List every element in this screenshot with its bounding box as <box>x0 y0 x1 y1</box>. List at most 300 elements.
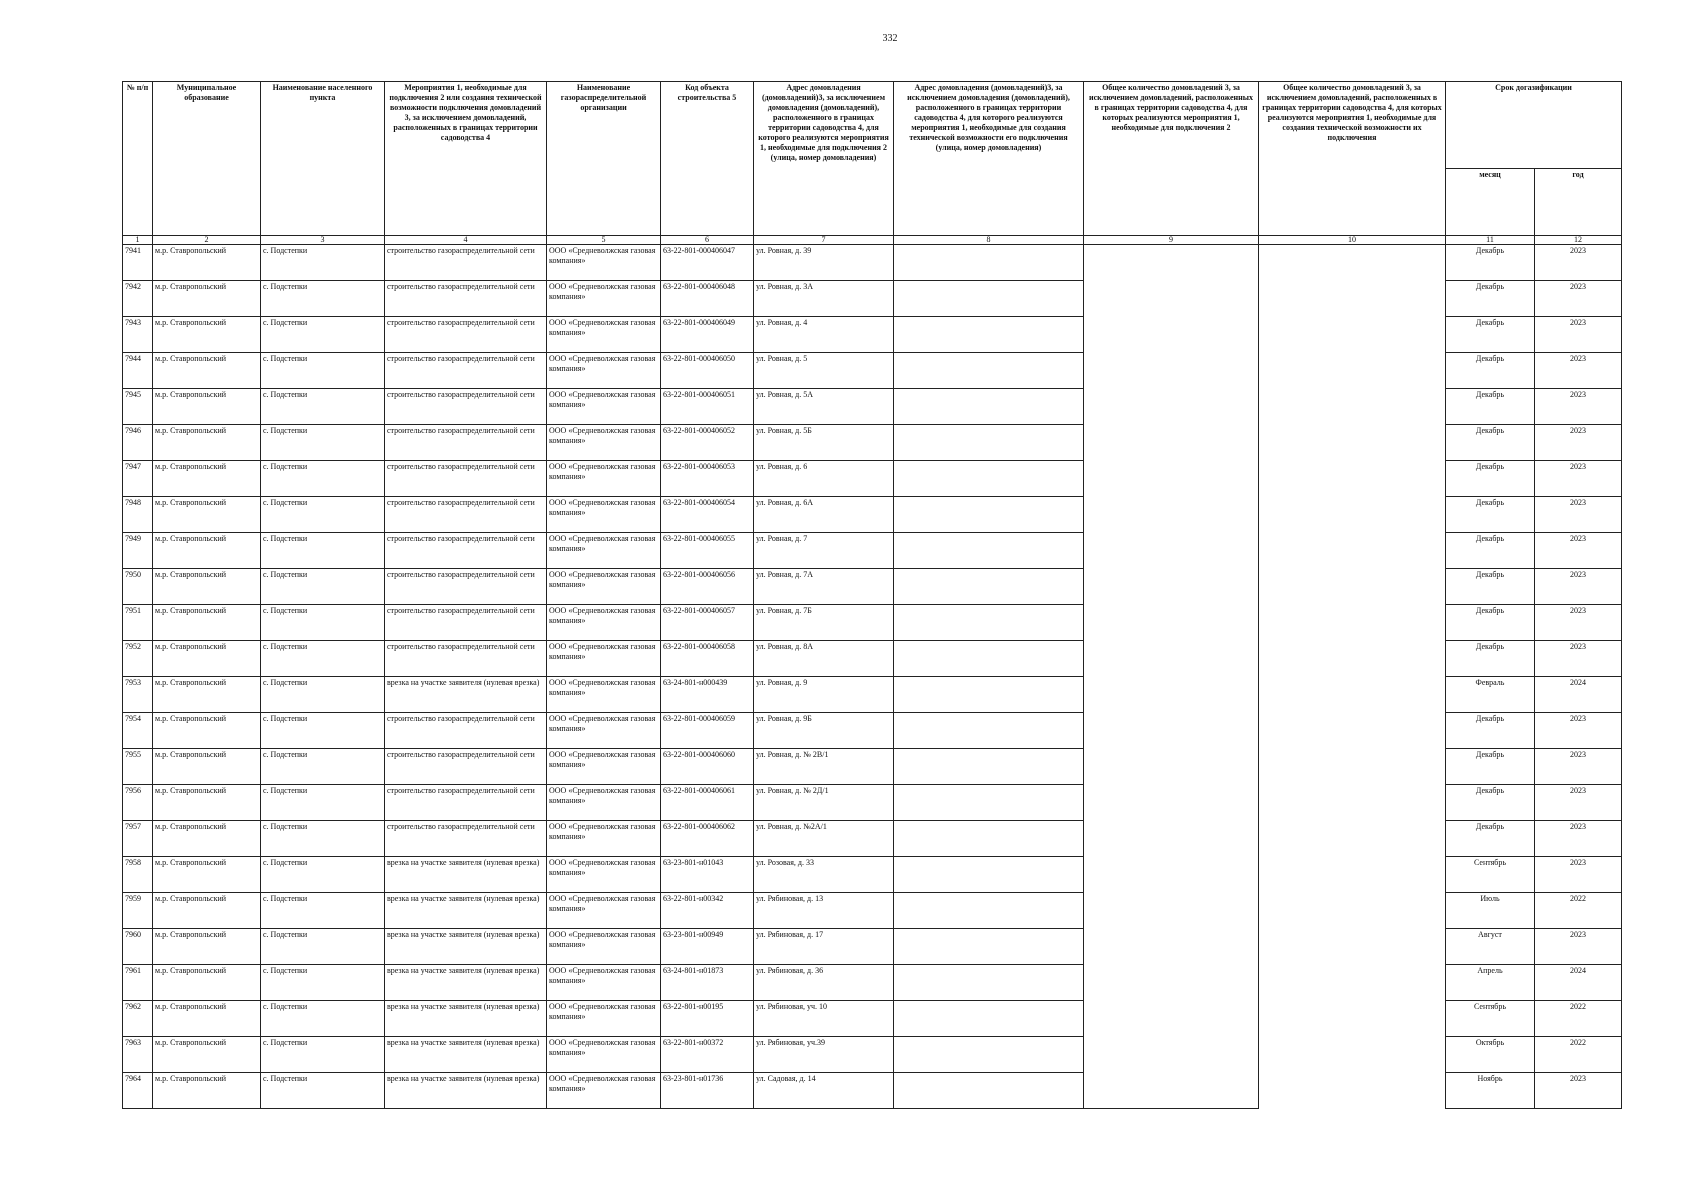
cell-year: 2023 <box>1535 353 1622 389</box>
cell-municipality: м.р. Ставропольский <box>153 1037 261 1073</box>
cell-count-connection <box>1084 641 1259 677</box>
cell-address-technical <box>894 605 1084 641</box>
cell-count-technical <box>1259 425 1446 461</box>
cell-address-technical <box>894 353 1084 389</box>
cell-municipality: м.р. Ставропольский <box>153 677 261 713</box>
cell-address-technical <box>894 857 1084 893</box>
cell-year: 2023 <box>1535 1073 1622 1109</box>
cell-year: 2023 <box>1535 785 1622 821</box>
cell-number: 7963 <box>123 1037 153 1073</box>
cell-month: Декабрь <box>1446 245 1535 281</box>
header-settlement: Наименование населенного пункта <box>261 82 385 236</box>
cell-address-technical <box>894 641 1084 677</box>
table-row <box>123 749 1622 785</box>
cell-year: 2023 <box>1535 389 1622 425</box>
column-number: 1 <box>123 236 153 245</box>
cell-settlement: с. Подстепки <box>261 425 385 461</box>
cell-year: 2023 <box>1535 605 1622 641</box>
cell-object-code: 63-24-801-н000439 <box>661 677 754 713</box>
cell-activity: врезка на участке заявителя (нулевая врезка) <box>385 857 547 893</box>
page-number: 332 <box>882 33 898 44</box>
cell-address: ул. Рябиновая, д. 36 <box>754 965 894 1001</box>
header-deadline: Срок догазификации <box>1446 82 1622 169</box>
cell-number: 7959 <box>123 893 153 929</box>
cell-object-code: 63-22-801-000406061 <box>661 785 754 821</box>
cell-municipality: м.р. Ставропольский <box>153 605 261 641</box>
table-row <box>123 965 1622 1001</box>
cell-count-technical <box>1259 1001 1446 1037</box>
column-number: 4 <box>385 236 547 245</box>
cell-month: Октябрь <box>1446 1037 1535 1073</box>
cell-object-code: 63-23-801-н01043 <box>661 857 754 893</box>
cell-activity: строительство газораспределительной сети <box>385 749 547 785</box>
cell-count-technical <box>1259 353 1446 389</box>
cell-month: Декабрь <box>1446 821 1535 857</box>
table-row <box>123 1001 1622 1037</box>
cell-year: 2022 <box>1535 1037 1622 1073</box>
cell-municipality: м.р. Ставропольский <box>153 533 261 569</box>
cell-count-connection <box>1084 821 1259 857</box>
cell-settlement: с. Подстепки <box>261 641 385 677</box>
cell-count-technical <box>1259 569 1446 605</box>
cell-number: 7953 <box>123 677 153 713</box>
cell-organization: ООО «Средневолжская газовая компания» <box>547 821 661 857</box>
cell-activity: строительство газораспределительной сети <box>385 641 547 677</box>
cell-number: 7947 <box>123 461 153 497</box>
cell-count-technical <box>1259 317 1446 353</box>
cell-organization: ООО «Средневолжская газовая компания» <box>547 605 661 641</box>
cell-municipality: м.р. Ставропольский <box>153 749 261 785</box>
cell-year: 2023 <box>1535 533 1622 569</box>
cell-municipality: м.р. Ставропольский <box>153 929 261 965</box>
cell-settlement: с. Подстепки <box>261 1073 385 1109</box>
cell-object-code: 63-22-801-н00195 <box>661 1001 754 1037</box>
cell-municipality: м.р. Ставропольский <box>153 317 261 353</box>
cell-settlement: с. Подстепки <box>261 605 385 641</box>
cell-organization: ООО «Средневолжская газовая компания» <box>547 353 661 389</box>
cell-activity: строительство газораспределительной сети <box>385 533 547 569</box>
cell-count-technical <box>1259 389 1446 425</box>
cell-activity: врезка на участке заявителя (нулевая врезка) <box>385 677 547 713</box>
cell-address-technical <box>894 389 1084 425</box>
cell-address: ул. Рябиновая, д. 13 <box>754 893 894 929</box>
table-row <box>123 713 1622 749</box>
cell-municipality: м.р. Ставропольский <box>153 569 261 605</box>
cell-settlement: с. Подстепки <box>261 461 385 497</box>
cell-count-connection <box>1084 965 1259 1001</box>
cell-number: 7951 <box>123 605 153 641</box>
cell-number: 7946 <box>123 425 153 461</box>
cell-address-technical <box>894 461 1084 497</box>
cell-municipality: м.р. Ставропольский <box>153 461 261 497</box>
cell-month: Ноябрь <box>1446 1073 1535 1109</box>
header-month: месяц <box>1446 169 1535 236</box>
table-row <box>123 1037 1622 1073</box>
cell-organization: ООО «Средневолжская газовая компания» <box>547 785 661 821</box>
cell-settlement: с. Подстепки <box>261 929 385 965</box>
cell-number: 7945 <box>123 389 153 425</box>
cell-count-technical <box>1259 605 1446 641</box>
column-number: 7 <box>754 236 894 245</box>
cell-number: 7950 <box>123 569 153 605</box>
cell-municipality: м.р. Ставропольский <box>153 281 261 317</box>
cell-count-technical <box>1259 677 1446 713</box>
cell-organization: ООО «Средневолжская газовая компания» <box>547 857 661 893</box>
cell-object-code: 63-22-801-000406054 <box>661 497 754 533</box>
table-row <box>123 389 1622 425</box>
cell-organization: ООО «Средневолжская газовая компания» <box>547 389 661 425</box>
header-number: № п/п <box>123 82 153 236</box>
cell-number: 7942 <box>123 281 153 317</box>
cell-address: ул. Рябиновая, д. 17 <box>754 929 894 965</box>
cell-count-connection <box>1084 497 1259 533</box>
cell-municipality: м.р. Ставропольский <box>153 497 261 533</box>
cell-object-code: 63-22-801-000406049 <box>661 317 754 353</box>
cell-activity: врезка на участке заявителя (нулевая врезка) <box>385 965 547 1001</box>
cell-organization: ООО «Средневолжская газовая компания» <box>547 281 661 317</box>
cell-settlement: с. Подстепки <box>261 569 385 605</box>
cell-count-technical <box>1259 821 1446 857</box>
table-row <box>123 461 1622 497</box>
column-number: 10 <box>1259 236 1446 245</box>
cell-year: 2023 <box>1535 461 1622 497</box>
cell-organization: ООО «Средневолжская газовая компания» <box>547 461 661 497</box>
cell-count-technical <box>1259 1037 1446 1073</box>
cell-activity: строительство газораспределительной сети <box>385 461 547 497</box>
cell-settlement: с. Подстепки <box>261 497 385 533</box>
cell-address-technical <box>894 533 1084 569</box>
cell-number: 7952 <box>123 641 153 677</box>
cell-object-code: 63-22-801-000406047 <box>661 245 754 281</box>
cell-organization: ООО «Средневолжская газовая компания» <box>547 677 661 713</box>
cell-month: Декабрь <box>1446 713 1535 749</box>
table-row <box>123 569 1622 605</box>
cell-number: 7949 <box>123 533 153 569</box>
cell-activity: строительство газораспределительной сети <box>385 281 547 317</box>
cell-activity: строительство газораспределительной сети <box>385 713 547 749</box>
cell-year: 2023 <box>1535 317 1622 353</box>
cell-number: 7954 <box>123 713 153 749</box>
cell-address: ул. Ровная, д. 9 <box>754 677 894 713</box>
cell-year: 2023 <box>1535 569 1622 605</box>
cell-month: Декабрь <box>1446 497 1535 533</box>
cell-object-code: 63-22-801-000406062 <box>661 821 754 857</box>
cell-number: 7943 <box>123 317 153 353</box>
table-row <box>123 641 1622 677</box>
cell-organization: ООО «Средневолжская газовая компания» <box>547 1073 661 1109</box>
cell-count-technical <box>1259 929 1446 965</box>
cell-settlement: с. Подстепки <box>261 533 385 569</box>
cell-address: ул. Рябиновая, уч. 10 <box>754 1001 894 1037</box>
cell-count-connection <box>1084 461 1259 497</box>
table-row <box>123 425 1622 461</box>
cell-object-code: 63-22-801-н00372 <box>661 1037 754 1073</box>
cell-year: 2022 <box>1535 893 1622 929</box>
cell-address-technical <box>894 497 1084 533</box>
cell-year: 2023 <box>1535 713 1622 749</box>
cell-address-technical <box>894 317 1084 353</box>
cell-municipality: м.р. Ставропольский <box>153 713 261 749</box>
cell-object-code: 63-22-801-000406050 <box>661 353 754 389</box>
cell-month: Июль <box>1446 893 1535 929</box>
cell-address-technical <box>894 929 1084 965</box>
cell-municipality: м.р. Ставропольский <box>153 425 261 461</box>
cell-month: Апрель <box>1446 965 1535 1001</box>
cell-count-connection <box>1084 929 1259 965</box>
cell-number: 7957 <box>123 821 153 857</box>
cell-year: 2022 <box>1535 1001 1622 1037</box>
cell-count-technical <box>1259 1073 1446 1109</box>
cell-object-code: 63-22-801-000406057 <box>661 605 754 641</box>
cell-count-technical <box>1259 785 1446 821</box>
cell-municipality: м.р. Ставропольский <box>153 1073 261 1109</box>
cell-object-code: 63-24-801-н01873 <box>661 965 754 1001</box>
cell-address-technical <box>894 713 1084 749</box>
cell-year: 2023 <box>1535 281 1622 317</box>
table-row <box>123 605 1622 641</box>
cell-month: Декабрь <box>1446 353 1535 389</box>
cell-month: Сентябрь <box>1446 857 1535 893</box>
header-year: год <box>1535 169 1622 236</box>
cell-address: ул. Ровная, д. 5Б <box>754 425 894 461</box>
cell-count-connection <box>1084 569 1259 605</box>
table-row <box>123 785 1622 821</box>
cell-month: Декабрь <box>1446 389 1535 425</box>
cell-address: ул. Ровная, д. 7 <box>754 533 894 569</box>
cell-address-technical <box>894 1001 1084 1037</box>
cell-municipality: м.р. Ставропольский <box>153 893 261 929</box>
cell-address: ул. Садовая, д. 14 <box>754 1073 894 1109</box>
cell-object-code: 63-22-801-000406060 <box>661 749 754 785</box>
cell-activity: строительство газораспределительной сети <box>385 497 547 533</box>
table-row <box>123 929 1622 965</box>
cell-count-connection <box>1084 281 1259 317</box>
cell-count-connection <box>1084 353 1259 389</box>
cell-count-connection <box>1084 857 1259 893</box>
cell-address-technical <box>894 569 1084 605</box>
cell-address: ул. Ровная, д. 7Б <box>754 605 894 641</box>
cell-address: ул. Ровная, д. 4 <box>754 317 894 353</box>
cell-year: 2023 <box>1535 749 1622 785</box>
cell-number: 7964 <box>123 1073 153 1109</box>
cell-object-code: 63-22-801-000406052 <box>661 425 754 461</box>
cell-year: 2024 <box>1535 677 1622 713</box>
cell-year: 2024 <box>1535 965 1622 1001</box>
cell-address: ул. Ровная, д. 5А <box>754 389 894 425</box>
table-row <box>123 821 1622 857</box>
cell-settlement: с. Подстепки <box>261 713 385 749</box>
cell-object-code: 63-22-801-000406048 <box>661 281 754 317</box>
cell-address-technical <box>894 965 1084 1001</box>
cell-settlement: с. Подстепки <box>261 281 385 317</box>
table-row <box>123 281 1622 317</box>
cell-organization: ООО «Средневолжская газовая компания» <box>547 245 661 281</box>
column-number: 5 <box>547 236 661 245</box>
cell-settlement: с. Подстепки <box>261 857 385 893</box>
cell-month: Декабрь <box>1446 281 1535 317</box>
cell-municipality: м.р. Ставропольский <box>153 965 261 1001</box>
cell-activity: строительство газораспределительной сети <box>385 425 547 461</box>
column-numbers-row <box>123 236 1622 245</box>
cell-municipality: м.р. Ставропольский <box>153 353 261 389</box>
cell-address-technical <box>894 1037 1084 1073</box>
column-number: 2 <box>153 236 261 245</box>
cell-month: Декабрь <box>1446 533 1535 569</box>
cell-count-technical <box>1259 749 1446 785</box>
cell-address: ул. Ровная, д. № 2Д/1 <box>754 785 894 821</box>
cell-count-technical <box>1259 713 1446 749</box>
cell-settlement: с. Подстепки <box>261 893 385 929</box>
cell-organization: ООО «Средневолжская газовая компания» <box>547 749 661 785</box>
cell-address: ул. Розовая, д. 33 <box>754 857 894 893</box>
cell-month: Декабрь <box>1446 605 1535 641</box>
cell-address: ул. Ровная, д. 6 <box>754 461 894 497</box>
cell-count-connection <box>1084 713 1259 749</box>
cell-address: ул. Ровная, д. № 2В/1 <box>754 749 894 785</box>
cell-month: Декабрь <box>1446 317 1535 353</box>
cell-month: Февраль <box>1446 677 1535 713</box>
cell-organization: ООО «Средневолжская газовая компания» <box>547 1001 661 1037</box>
cell-municipality: м.р. Ставропольский <box>153 1001 261 1037</box>
table-row <box>123 245 1622 281</box>
cell-month: Декабрь <box>1446 461 1535 497</box>
cell-address: ул. Рябиновая, уч.39 <box>754 1037 894 1073</box>
column-number: 12 <box>1535 236 1622 245</box>
cell-organization: ООО «Средневолжская газовая компания» <box>547 533 661 569</box>
header-organization: Наименование газораспределительной организации <box>547 82 661 236</box>
cell-object-code: 63-23-801-н00949 <box>661 929 754 965</box>
cell-settlement: с. Подстепки <box>261 749 385 785</box>
cell-count-connection <box>1084 317 1259 353</box>
header-address-connection: Адрес домовладения (домовладений)3, за исключением домовладения (домовладений), расположенного в границах территории садоводства 4, для которого реализуются мероприятия 1, необходимые для подключения 2 (улица, номер домовладения) <box>754 82 894 236</box>
cell-organization: ООО «Средневолжская газовая компания» <box>547 569 661 605</box>
cell-address-technical <box>894 425 1084 461</box>
cell-month: Декабрь <box>1446 749 1535 785</box>
header-count-technical: Общее количество домовладений 3, за исключением домовладений, расположенных в границах территории садоводства 4, для которых реализуются мероприятия 1, необходимые для создания технической возможности их подключения <box>1259 82 1446 236</box>
cell-address-technical <box>894 677 1084 713</box>
cell-count-technical <box>1259 641 1446 677</box>
cell-address-technical <box>894 245 1084 281</box>
cell-address-technical <box>894 893 1084 929</box>
cell-municipality: м.р. Ставропольский <box>153 857 261 893</box>
header-row <box>123 82 1622 169</box>
table-row <box>123 497 1622 533</box>
cell-count-connection <box>1084 533 1259 569</box>
cell-municipality: м.р. Ставропольский <box>153 245 261 281</box>
cell-settlement: с. Подстепки <box>261 353 385 389</box>
cell-settlement: с. Подстепки <box>261 785 385 821</box>
cell-count-connection <box>1084 389 1259 425</box>
cell-count-technical <box>1259 281 1446 317</box>
cell-month: Сентябрь <box>1446 1001 1535 1037</box>
cell-municipality: м.р. Ставропольский <box>153 389 261 425</box>
cell-number: 7941 <box>123 245 153 281</box>
cell-count-connection <box>1084 245 1259 281</box>
cell-count-connection <box>1084 1037 1259 1073</box>
cell-number: 7948 <box>123 497 153 533</box>
cell-settlement: с. Подстепки <box>261 245 385 281</box>
cell-activity: врезка на участке заявителя (нулевая врезка) <box>385 1073 547 1109</box>
table-row <box>123 893 1622 929</box>
table-row <box>123 353 1622 389</box>
cell-municipality: м.р. Ставропольский <box>153 641 261 677</box>
cell-organization: ООО «Средневолжская газовая компания» <box>547 713 661 749</box>
cell-year: 2023 <box>1535 857 1622 893</box>
table-row <box>123 857 1622 893</box>
cell-count-connection <box>1084 425 1259 461</box>
cell-object-code: 63-22-801-000406051 <box>661 389 754 425</box>
cell-organization: ООО «Средневолжская газовая компания» <box>547 929 661 965</box>
cell-month: Декабрь <box>1446 785 1535 821</box>
cell-address-technical <box>894 1073 1084 1109</box>
table-row <box>123 317 1622 353</box>
header-count-connection: Общее количество домовладений 3, за исключением домовладений, расположенных в границах территории садоводства 4, для которых реализуются мероприятия 1, необходимые для подключения 2 <box>1084 82 1259 236</box>
header-activities: Мероприятия 1, необходимые для подключения 2 или создания технической возможности подключения домовладений 3, за исключением домовладений, расположенных в границах территории садоводства 4 <box>385 82 547 236</box>
cell-month: Август <box>1446 929 1535 965</box>
cell-settlement: с. Подстепки <box>261 1037 385 1073</box>
cell-number: 7960 <box>123 929 153 965</box>
cell-count-connection <box>1084 605 1259 641</box>
cell-number: 7944 <box>123 353 153 389</box>
column-number: 8 <box>894 236 1084 245</box>
cell-address: ул. Ровная, д. 7А <box>754 569 894 605</box>
cell-count-connection <box>1084 893 1259 929</box>
cell-number: 7956 <box>123 785 153 821</box>
cell-year: 2023 <box>1535 425 1622 461</box>
cell-activity: строительство газораспределительной сети <box>385 605 547 641</box>
cell-settlement: с. Подстепки <box>261 965 385 1001</box>
cell-count-technical <box>1259 461 1446 497</box>
cell-count-technical <box>1259 245 1446 281</box>
column-number: 6 <box>661 236 754 245</box>
cell-object-code: 63-23-801-н01736 <box>661 1073 754 1109</box>
cell-organization: ООО «Средневолжская газовая компания» <box>547 425 661 461</box>
cell-address-technical <box>894 281 1084 317</box>
cell-activity: врезка на участке заявителя (нулевая врезка) <box>385 1001 547 1037</box>
cell-address: ул. Ровная, д. 39 <box>754 245 894 281</box>
cell-settlement: с. Подстепки <box>261 1001 385 1037</box>
cell-activity: строительство газораспределительной сети <box>385 317 547 353</box>
cell-address: ул. Ровная, д. 6А <box>754 497 894 533</box>
table-row <box>123 1073 1622 1109</box>
cell-activity: строительство газораспределительной сети <box>385 353 547 389</box>
cell-year: 2023 <box>1535 641 1622 677</box>
cell-settlement: с. Подстепки <box>261 677 385 713</box>
table-body <box>123 245 1622 1109</box>
cell-activity: врезка на участке заявителя (нулевая врезка) <box>385 929 547 965</box>
cell-object-code: 63-22-801-000406058 <box>661 641 754 677</box>
cell-object-code: 63-22-801-000406059 <box>661 713 754 749</box>
column-number: 9 <box>1084 236 1259 245</box>
cell-organization: ООО «Средневолжская газовая компания» <box>547 317 661 353</box>
cell-count-connection <box>1084 677 1259 713</box>
cell-activity: врезка на участке заявителя (нулевая врезка) <box>385 893 547 929</box>
cell-activity: строительство газораспределительной сети <box>385 821 547 857</box>
column-number: 3 <box>261 236 385 245</box>
cell-number: 7961 <box>123 965 153 1001</box>
column-number: 11 <box>1446 236 1535 245</box>
cell-number: 7955 <box>123 749 153 785</box>
cell-count-connection <box>1084 1001 1259 1037</box>
cell-municipality: м.р. Ставропольский <box>153 821 261 857</box>
cell-object-code: 63-22-801-000406053 <box>661 461 754 497</box>
cell-month: Декабрь <box>1446 641 1535 677</box>
cell-count-technical <box>1259 965 1446 1001</box>
table-row <box>123 677 1622 713</box>
cell-year: 2023 <box>1535 245 1622 281</box>
header-address-technical: Адрес домовладения (домовладений)3, за исключением домовладения (домовладений), расположенного в границах территории садоводства 4, для которого реализуются мероприятия 1, необходимые для создания технической возможности его подключения (улица, номер домовладения) <box>894 82 1084 236</box>
cell-activity: строительство газораспределительной сети <box>385 389 547 425</box>
